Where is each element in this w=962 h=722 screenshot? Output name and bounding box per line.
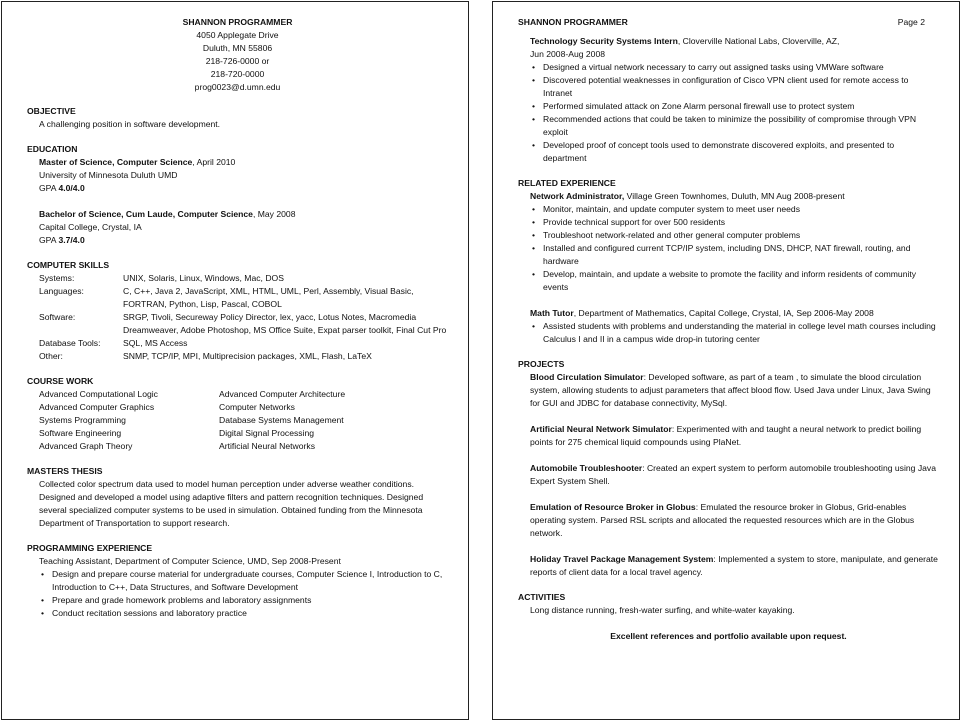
email: prog0023@d.umn.edu <box>194 82 281 92</box>
course-row <box>27 401 448 414</box>
bs-date: , May 2008 <box>252 209 296 219</box>
project-text: : Experimented with and taught a neural network to predict boiling points for 275 chemical liquid compounds using PlaNet. <box>530 424 922 447</box>
phone-1: 218-726-0000 or <box>205 56 270 66</box>
page-2-header <box>518 16 939 29</box>
course-item: Advanced Computational Logic <box>39 389 158 399</box>
tutor-title: Math Tutor <box>530 308 574 318</box>
project-title: Artificial Neural Network Simulator <box>530 424 672 434</box>
skills-label: Languages: <box>39 286 84 296</box>
list-item: • Performed simulated attack on Zone Alarm personal firewall use to protect system <box>530 100 939 113</box>
project-text: : Implemented a system to store, manipulate, and generate reports of client data for a local travel agency. <box>530 554 938 577</box>
intern-dates: Jun 2008-Aug 2008 <box>530 49 606 59</box>
bs-degree: Bachelor of Science, Cum Laude, Computer Science <box>39 209 253 219</box>
education-heading: EDUCATION <box>27 144 78 154</box>
applicant-name-p2: SHANNON PROGRAMMER <box>518 17 628 27</box>
netadmin-title: Network Administrator, <box>530 191 625 201</box>
objective-text: A challenging position in software development. <box>39 119 221 129</box>
skills-value: C, C++, Java 2, JavaScript, XML, HTML, UML, Perl, Assembly, Visual Basic, FORTRAN, Python, Lisp, Pascal, COBOL <box>123 286 414 309</box>
project-item <box>518 423 939 449</box>
list-item: • Installed and configured current TCP/IP system, including DNS, DHCP, NAT firewall, routing, and hardware <box>530 242 939 268</box>
programming-role: Teaching Assistant, Department of Computer Science, UMD, Sep 2008-Present <box>39 556 341 566</box>
contact-header <box>27 16 448 94</box>
course-item: Computer Networks <box>219 402 295 412</box>
project-title: Emulation of Resource Broker in Globus <box>530 502 696 512</box>
resume-page-1 <box>1 1 469 720</box>
netadmin-bullets <box>518 203 939 294</box>
course-row <box>27 388 448 401</box>
skills-table <box>27 272 448 363</box>
project-title: Automobile Troubleshooter <box>530 463 643 473</box>
list-item: • Design and prepare course material for undergraduate courses, Computer Science I, Introduction to C, Introduction to C++, Data Structures, and Software Development <box>39 568 448 594</box>
course-item: Systems Programming <box>39 415 126 425</box>
ms-date: , April 2010 <box>192 157 236 167</box>
closing-statement: Excellent references and portfolio available upon request. <box>610 631 847 641</box>
course-item: Advanced Graph Theory <box>39 441 133 451</box>
course-row <box>27 414 448 427</box>
list-item: • Troubleshoot network-related and other general computer problems <box>530 229 939 242</box>
project-item <box>518 501 939 540</box>
skills-label: Software: <box>39 312 76 322</box>
skills-row <box>27 285 448 311</box>
tutor-entry <box>518 307 939 320</box>
ms-gpa-label: GPA <box>39 183 59 193</box>
list-item: • Provide technical support for over 500 residents <box>530 216 939 229</box>
page-number: Page 2 <box>897 17 925 27</box>
project-item <box>518 553 939 579</box>
intern-bullets <box>518 61 939 165</box>
course-item: Software Engineering <box>39 428 122 438</box>
skills-value: SRGP, Tivoli, Secureway Policy Director, lex, yacc, Lotus Notes, Macromedia Dreamweaver, Adobe Photoshop, MS Office Suite, Expat parser toolkit, Final Cut Pro <box>123 312 447 335</box>
list-item: • Conduct recitation sessions and laboratory practice <box>39 607 448 620</box>
list-item: • Developed proof of concept tools used to demonstrate discovered exploits, and presented to department <box>530 139 939 165</box>
related-heading: RELATED EXPERIENCE <box>518 178 616 188</box>
bs-gpa: 3.7/4.0 <box>58 235 85 245</box>
list-item: • Prepare and grade homework problems and laboratory assignments <box>39 594 448 607</box>
course-item: Artificial Neural Networks <box>219 441 315 451</box>
project-item <box>518 462 939 488</box>
list-item: • Discovered potential weaknesses in configuration of Cisco VPN client used for remote access to Intranet <box>530 74 939 100</box>
ms-gpa: 4.0/4.0 <box>58 183 85 193</box>
course-row <box>27 427 448 440</box>
list-item: • Recommended actions that could be taken to minimize the possibility of compromise through VPN exploit <box>530 113 939 139</box>
skills-label: Other: <box>39 351 63 361</box>
applicant-name: SHANNON PROGRAMMER <box>182 17 293 27</box>
address-line-1: 4050 Applegate Drive <box>196 30 279 40</box>
skills-value: SNMP, TCP/IP, MPI, Multiprecision packages, XML, Flash, LaTeX <box>123 351 372 361</box>
ms-degree: Master of Science, Computer Science <box>39 157 193 167</box>
objective-heading: OBJECTIVE <box>27 106 76 116</box>
coursework-heading: COURSE WORK <box>27 376 94 386</box>
programming-bullets <box>27 568 448 620</box>
list-item: • Monitor, maintain, and update computer system to meet user needs <box>530 203 939 216</box>
project-text: : Developed software, as part of a team , to simulate the blood circulation system, allowing students to adjust parameters that affect blood flow. Used Java under Linux, Java Swing for GUI and JDBC for database connectivity, MySql. <box>530 372 931 408</box>
bs-gpa-label: GPA <box>39 235 59 245</box>
netadmin-entry <box>518 190 939 203</box>
netadmin-org: Village Green Townhomes, Duluth, MN Aug 2008-present <box>624 191 845 201</box>
activities-heading: ACTIVITIES <box>518 592 566 602</box>
bs-school: Capital College, Crystal, IA <box>39 222 142 232</box>
thesis-text: Collected color spectrum data used to model human perception under adverse weather conditions. Designed and developed a model using adaptive filters and pattern recognition techniques. Designed several specialized computer systems to be used in simulation. Obtained funding from the Minnesota Department of Transportation to support research. <box>39 479 424 528</box>
skills-label: Systems: <box>39 273 75 283</box>
list-item: • Develop, maintain, and update a website to promote the facility and inform residents of community events <box>530 268 939 294</box>
list-item: • Designed a virtual network necessary to carry out assigned tasks using VMWare software <box>530 61 939 74</box>
skills-row <box>27 272 448 285</box>
skills-row <box>27 337 448 350</box>
education-ms <box>27 156 448 247</box>
skills-value: SQL, MS Access <box>123 338 188 348</box>
programming-heading: PROGRAMMING EXPERIENCE <box>27 543 153 553</box>
project-title: Blood Circulation Simulator <box>530 372 644 382</box>
coursework-list <box>27 388 448 453</box>
address-line-2: Duluth, MN 55806 <box>202 43 273 53</box>
thesis-heading: MASTERS THESIS <box>27 466 103 476</box>
skills-row <box>27 311 448 337</box>
project-item <box>518 371 939 410</box>
intern-title: Technology Security Systems Intern <box>530 36 678 46</box>
intern-org: , Cloverville National Labs, Cloverville, AZ, <box>677 36 840 46</box>
activities-text: Long distance running, fresh-water surfing, and white-water kayaking. <box>530 605 795 615</box>
intern-entry <box>518 35 939 61</box>
course-item: Advanced Computer Architecture <box>219 389 346 399</box>
course-row <box>27 440 448 453</box>
resume-page-2 <box>492 1 960 720</box>
phone-2: 218-720-0000 <box>210 69 265 79</box>
skills-value: UNIX, Solaris, Linux, Windows, Mac, DOS <box>123 273 284 283</box>
project-text: : Created an expert system to perform automobile troubleshooting using Java Expert System Shell. <box>530 463 936 486</box>
tutor-bullets <box>518 320 939 346</box>
project-title: Holiday Travel Package Management System <box>530 554 714 564</box>
ms-school: University of Minnesota Duluth UMD <box>39 170 178 180</box>
course-item: Digital Signal Processing <box>219 428 315 438</box>
skills-heading: COMPUTER SKILLS <box>27 260 110 270</box>
project-text: : Emulated the resource broker in Globus, Grid-enables operating system. Parsed RSL scripts and allocated the requested resources which are in the Globus network. <box>530 502 915 538</box>
skills-row <box>27 350 448 363</box>
course-item: Database Systems Management <box>219 415 344 425</box>
tutor-org: , Department of Mathematics, Capital College, Crystal, IA, Sep 2006-May 2008 <box>573 308 874 318</box>
list-item: • Assisted students with problems and understanding the material in college level math courses including Calculus I and II in a campus wide drop-in tutoring center <box>530 320 939 346</box>
skills-label: Database Tools: <box>39 338 101 348</box>
course-item: Advanced Computer Graphics <box>39 402 155 412</box>
projects-heading: PROJECTS <box>518 359 565 369</box>
